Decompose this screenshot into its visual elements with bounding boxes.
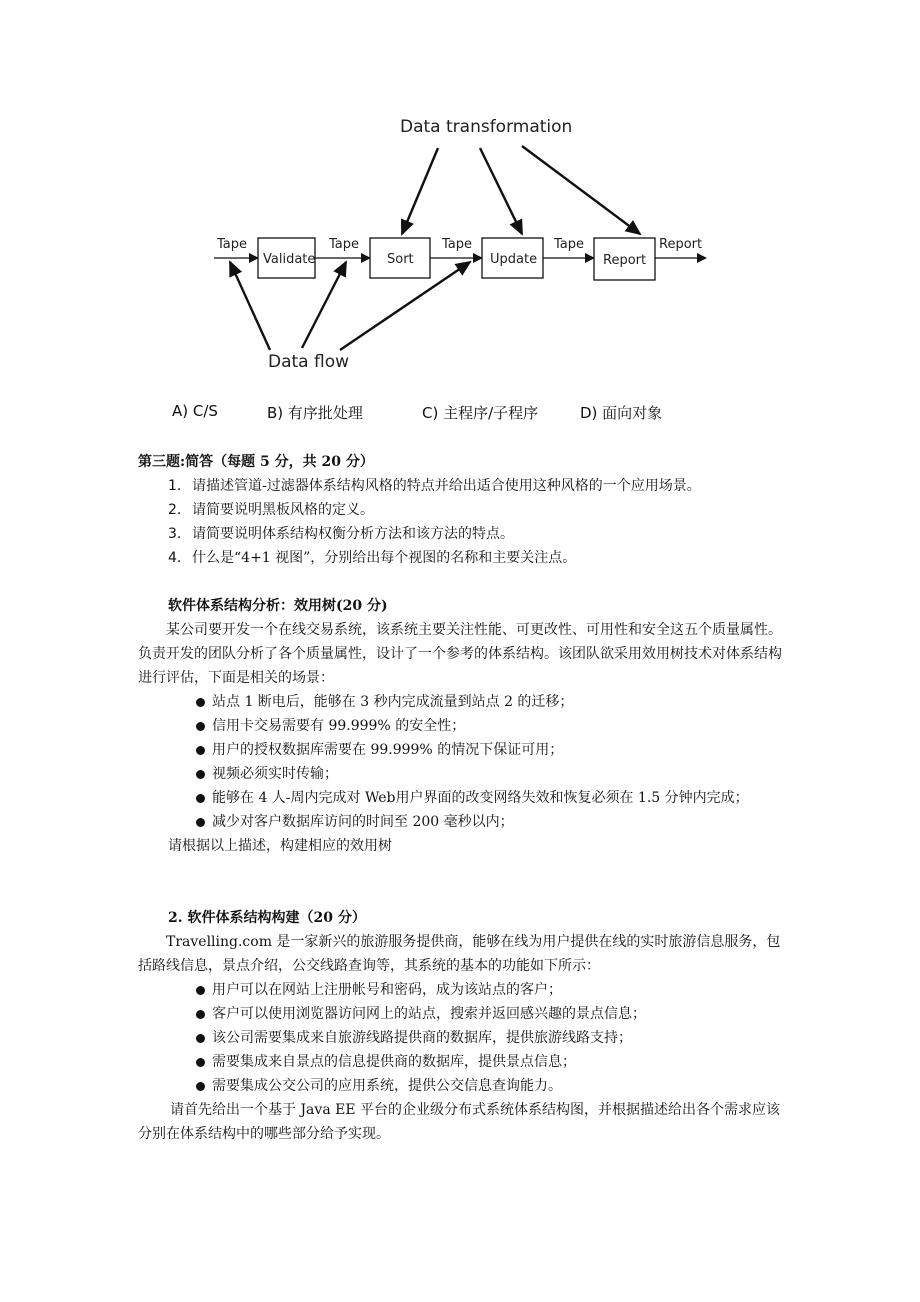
section-architecture-build: [138, 906, 788, 1146]
bullet-icon: [196, 986, 205, 995]
option-b: B) 有序批处理: [267, 404, 363, 422]
bullet-icon: [196, 746, 205, 755]
list-item: 4. 什么是“4+1 视图”，分别给出每个视图的名称和主要关注点。: [168, 550, 577, 566]
filter-label: Sort: [387, 252, 414, 267]
filter-label: Report: [603, 253, 647, 268]
bullet-icon: [196, 794, 205, 803]
bullet-icon: [196, 1058, 205, 1067]
list-item: 用户可以在网站上注册帐号和密码，成为该站点的客户；: [196, 978, 788, 1002]
bullet-icon: [196, 1010, 205, 1019]
list-item: 需要集成来自景点的信息提供商的数据库，提供景点信息；: [196, 1050, 788, 1074]
bullet-icon: [196, 1034, 205, 1043]
data-flow-label: Data flow: [268, 352, 350, 372]
list-item: 该公司需要集成来自旅游线路提供商的数据库，提供旅游线路支持；: [196, 1026, 788, 1050]
scenario-list: [138, 690, 788, 834]
report-output-label: Report: [659, 237, 703, 252]
option-a: A) C/S: [172, 402, 218, 420]
list-item: 需要集成公交公司的应用系统，提供公交信息查询能力。: [196, 1074, 788, 1098]
bullet-icon: [196, 722, 205, 731]
question-list: [138, 474, 788, 570]
section-short-answer: [138, 450, 788, 570]
paragraph: Travelling.com 是一家新兴的旅游服务提供商，能够在线为用户提供在线的实时旅游信息服务，包括路线信息，景点介绍，公交线路查询等，其系统的基本的功能如下所示：: [138, 934, 781, 974]
paragraph: 某公司要开发一个在线交易系统，该系统主要关注性能、可更改性、可用性和安全这五个质量属性。负责开发的团队分析了各个质量属性，设计了一个参考的体系结构。该团队欲采用效用树技术对体系结构进行评估，下面是相关的场景：: [138, 622, 782, 686]
bullet-icon: [196, 1082, 205, 1091]
filter-label: Update: [490, 252, 538, 267]
paragraph: 请根据以上描述，构建相应的效用树: [168, 838, 392, 854]
list-item: 3. 请简要说明体系结构权衡分析方法和该方法的特点。: [168, 526, 514, 542]
tape-label: Tape: [442, 237, 473, 252]
section-heading: 2. 软件体系结构构建（20 分）: [168, 910, 366, 926]
data-transformation-label: Data transformation: [400, 117, 573, 137]
list-item: 视频必须实时传输；: [196, 762, 788, 786]
paragraph: 请首先给出一个基于 Java EE 平台的企业级分布式系统体系结构图，并根据描述给出各个需求应该分别在体系结构中的哪些部分给予实现。: [138, 1102, 781, 1142]
transform-arrow-update: [480, 148, 522, 234]
tape-label: Tape: [329, 237, 360, 252]
bullet-icon: [196, 770, 205, 779]
section-heading: 软件体系结构分析：效用树(20 分): [168, 598, 388, 614]
tape-label: Tape: [217, 237, 248, 252]
list-item: 能够在 4 人-周内完成对 Web用户界面的改变网络失效和恢复必须在 1.5 分钟内完成；: [196, 786, 788, 810]
section-utility-tree: [138, 594, 788, 858]
option-c: C) 主程序/子程序: [422, 404, 539, 422]
transform-arrow-report: [522, 146, 640, 234]
list-item: 客户可以使用浏览器访问网上的站点，搜索并返回感兴趣的景点信息；: [196, 1002, 788, 1026]
bullet-icon: [196, 818, 205, 827]
list-item: 1. 请描述管道-过滤器体系结构风格的特点并给出适合使用这种风格的一个应用场景。: [168, 478, 701, 494]
list-item: 站点 1 断电后，能够在 3 秒内完成流量到站点 2 的迁移；: [196, 690, 788, 714]
list-item: 2. 请简要说明黑板风格的定义。: [168, 502, 374, 518]
tape-label: Tape: [554, 237, 585, 252]
list-item: 用户的授权数据库需要在 99.999% 的情况下保证可用；: [196, 738, 788, 762]
requirement-list: [138, 978, 788, 1098]
transform-arrow-sort: [402, 148, 438, 234]
section-heading: 第三题:简答（每题 5 分，共 20 分）: [138, 454, 374, 470]
bullet-icon: [196, 698, 205, 707]
list-item: 减少对客户数据库访问的时间至 200 毫秒以内；: [196, 810, 788, 834]
filter-label: Validate: [263, 252, 316, 267]
pipe-filter-diagram: [200, 110, 740, 390]
list-item: 信用卡交易需要有 99.999% 的安全性；: [196, 714, 788, 738]
option-d: D) 面向对象: [580, 404, 663, 422]
